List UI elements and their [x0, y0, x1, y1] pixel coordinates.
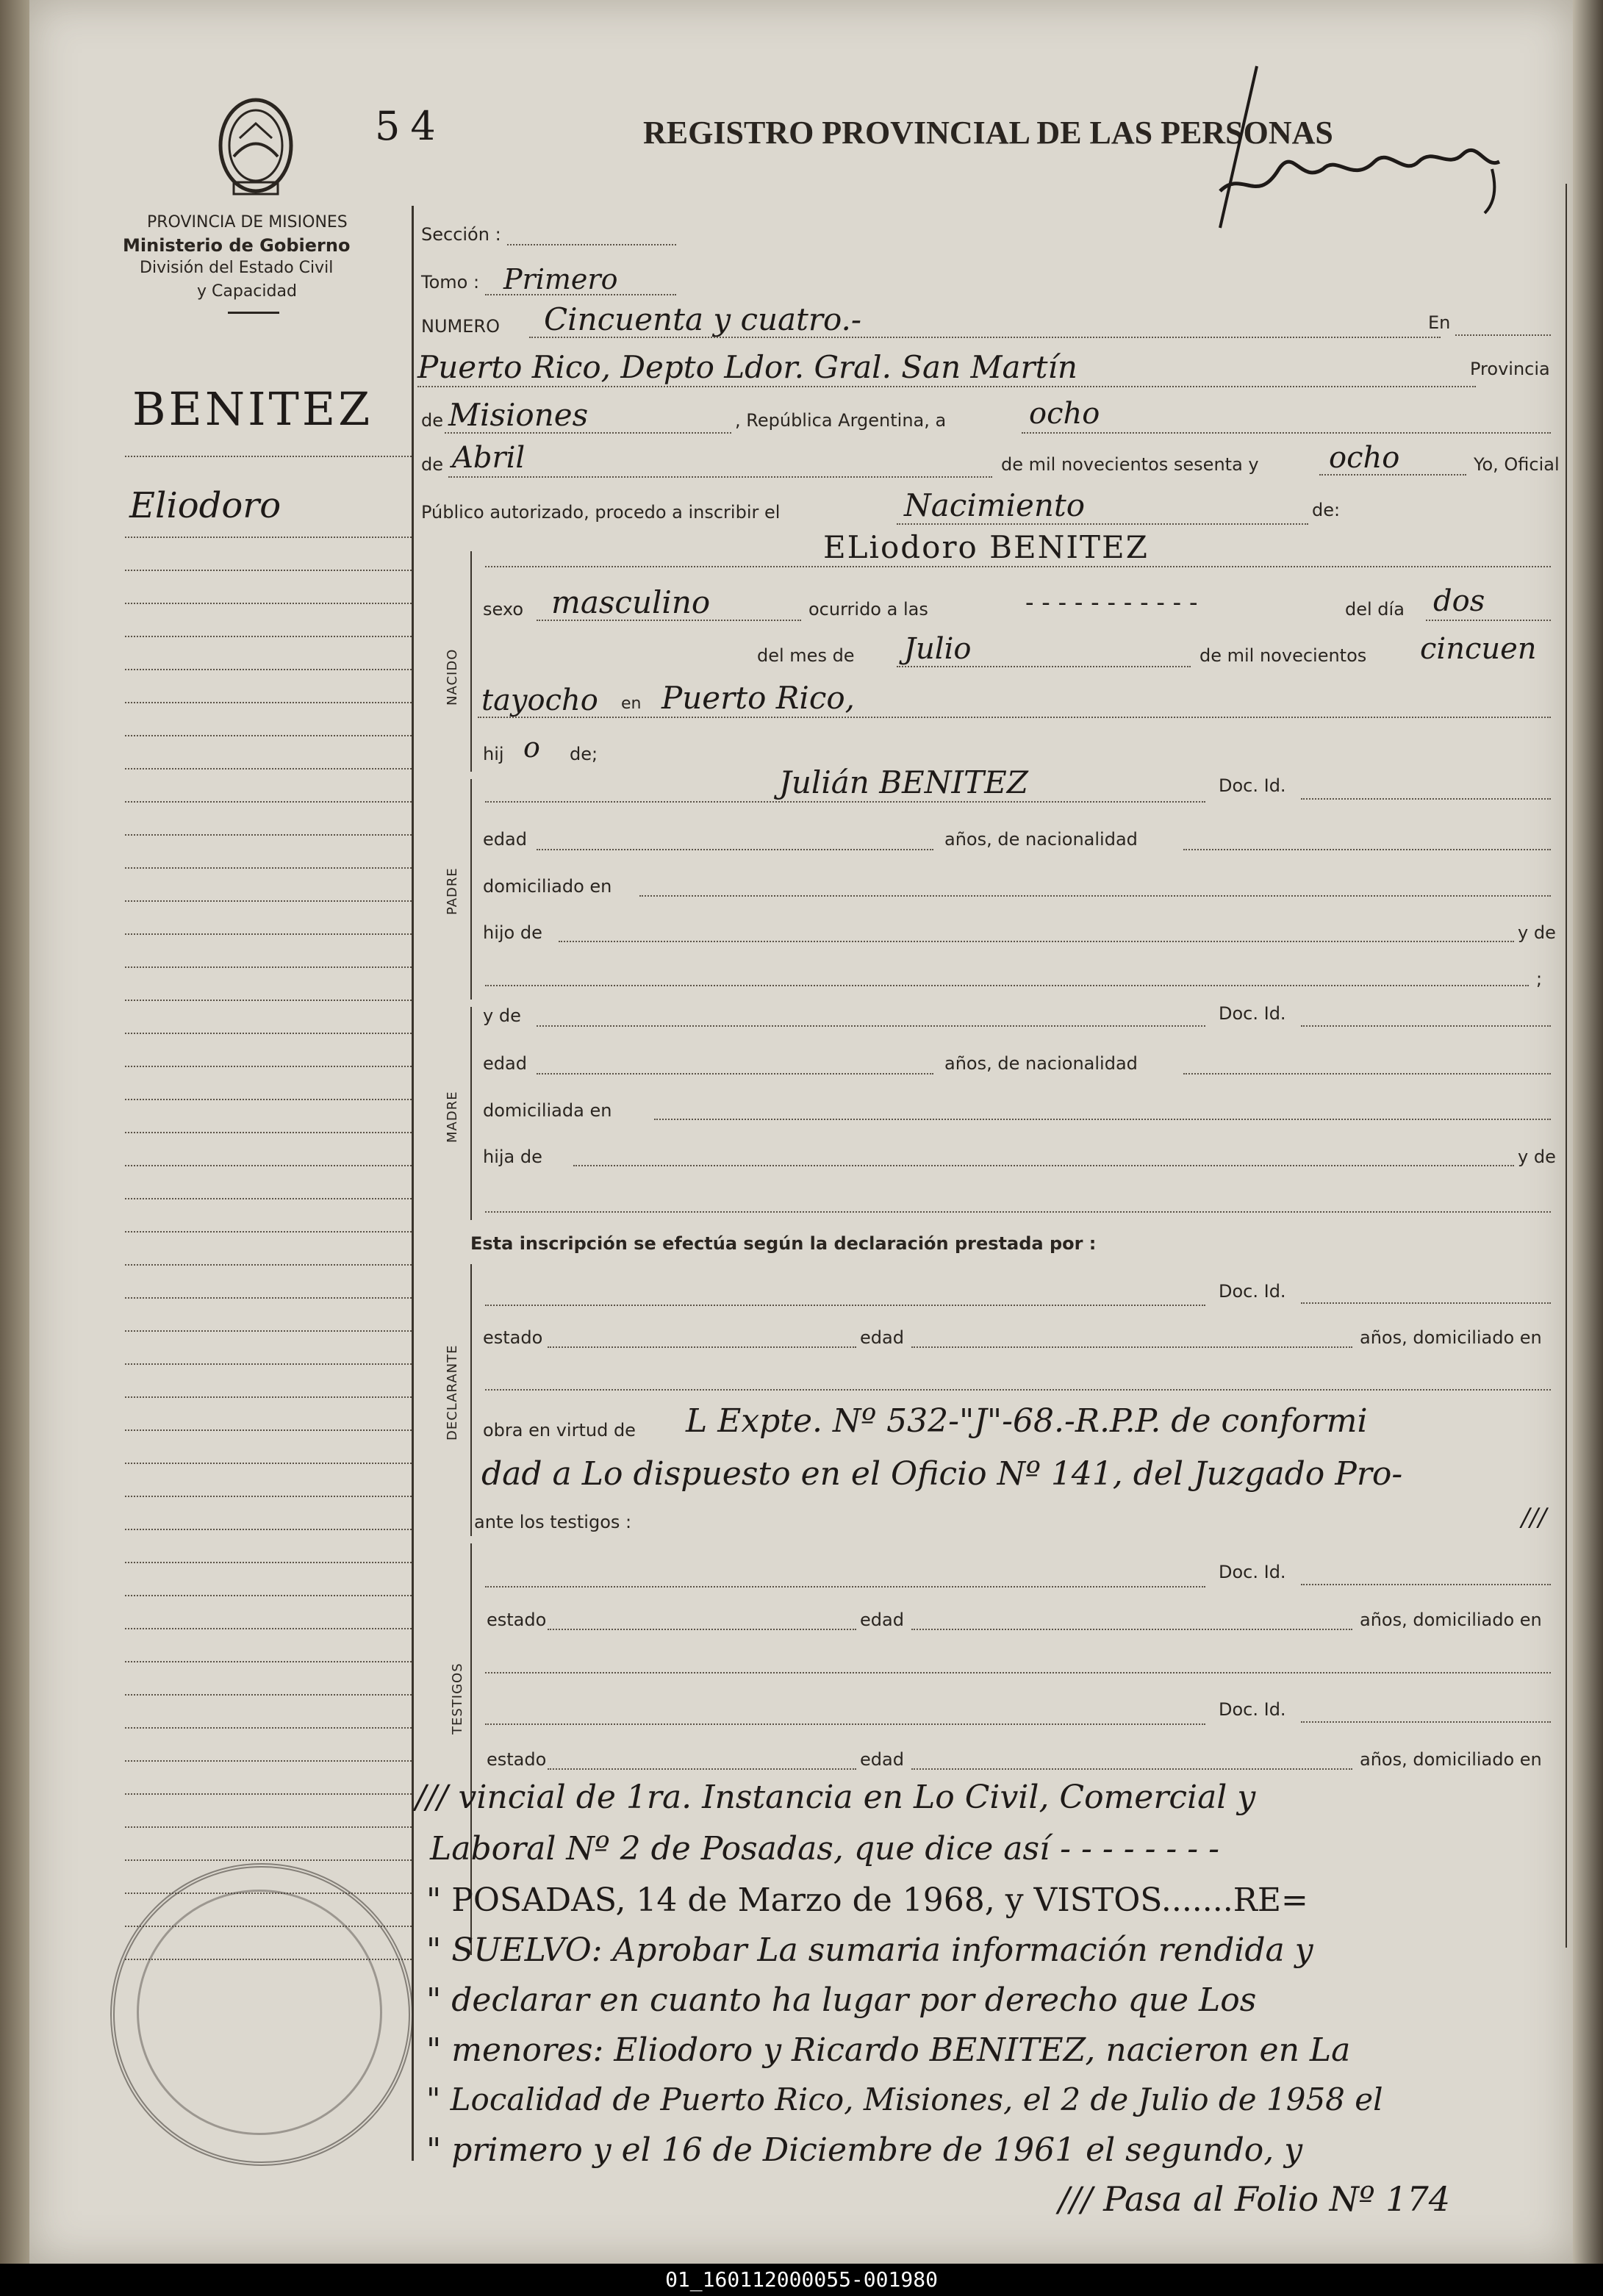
madre-rule	[470, 1007, 472, 1220]
publico-label: Público autorizado, procedo a inscribir el	[421, 502, 781, 523]
testigo2-domicilio-label: años, domiciliado en	[1360, 1749, 1542, 1770]
nacido-name: ELiodoro BENITEZ	[823, 529, 1149, 565]
padre-domicilio-label: domiciliado en	[483, 876, 612, 897]
anio-label: de mil novecientos	[1199, 645, 1367, 666]
testigo1-domicilio-label: años, domiciliado en	[1360, 1610, 1542, 1630]
padre-name: Julián BENITEZ	[779, 764, 1028, 800]
note-line-7: " Localidad de Puerto Rico, Misiones, el 2 de Julio de 1958 el	[426, 2081, 1383, 2117]
padre-semicolon: ;	[1536, 969, 1543, 989]
en-label: En	[1428, 312, 1451, 333]
margin-given-name: Eliodoro	[129, 485, 281, 526]
sexo-label: sexo	[483, 599, 523, 620]
mes-value: Julio	[904, 632, 972, 666]
seccion-label: Sección :	[421, 224, 501, 245]
right-rule	[1566, 184, 1567, 1948]
margin-rule	[412, 206, 414, 2161]
padre-y-de-label: y de	[1518, 922, 1556, 943]
sexo-value: masculino	[551, 584, 711, 620]
madre-domicilio-label: domiciliada en	[483, 1100, 612, 1121]
dia-value: dos	[1433, 584, 1485, 618]
page-title: REGISTRO PROVINCIAL DE LAS PERSONAS	[643, 115, 1333, 151]
anio-value-2: tayocho	[481, 684, 598, 717]
mes-label: del mes de	[757, 645, 855, 666]
ocurrido-label: ocurrido a las	[808, 599, 928, 620]
declarante-edad-label: edad	[860, 1327, 904, 1348]
padre-doc-label: Doc. Id.	[1219, 775, 1286, 796]
declarante-doc-label: Doc. Id.	[1219, 1281, 1286, 1302]
tomo-value: Primero	[503, 263, 618, 295]
ante-value: ///	[1521, 1503, 1547, 1532]
division-label: División del Estado Civil	[140, 259, 334, 277]
capacidad-label: y Capacidad	[197, 282, 297, 301]
note-line-2: Laboral Nº 2 de Posadas, que dice así - - - - - - - -	[430, 1830, 1220, 1868]
ministry-label: Ministerio de Gobierno	[123, 235, 351, 256]
place-value: Puerto Rico, Depto Ldor. Gral. San Martín	[417, 349, 1077, 385]
signature-icon	[1191, 59, 1529, 235]
testigo2-edad-label: edad	[860, 1749, 904, 1770]
province-label: PROVINCIA DE MISIONES	[147, 213, 348, 232]
month-value: Abril	[452, 441, 526, 475]
padre-nacionalidad-label: años, de nacionalidad	[944, 829, 1138, 850]
provincia-value: Misiones	[448, 397, 589, 433]
declarante-section-label: DECLARANTE	[445, 1344, 460, 1441]
acto-value: Nacimiento	[904, 487, 1086, 523]
testigos-section-label: TESTIGOS	[450, 1662, 465, 1734]
obra-label: obra en virtud de	[483, 1420, 636, 1441]
numero-value: Cincuenta y cuatro.-	[544, 301, 862, 337]
year-value: ocho	[1329, 441, 1400, 475]
provincial-seal-icon	[212, 87, 300, 204]
note-line-5: " declarar en cuanto ha lugar por derecho que Los	[426, 1981, 1257, 2019]
provincia-label: Provincia	[1470, 359, 1550, 379]
declarante-domicilio-label: años, domiciliado en	[1360, 1327, 1542, 1348]
testigo2-estado-label: estado	[487, 1749, 547, 1770]
testigo1-estado-label: estado	[487, 1610, 547, 1630]
official-stamp-icon	[110, 1863, 413, 2166]
en-label-2: en	[621, 695, 642, 713]
hij-label: hij	[483, 744, 504, 764]
declarante-estado-label: estado	[483, 1327, 543, 1348]
lugar-value: Puerto Rico,	[661, 680, 855, 716]
anio-value-1: cincuen	[1420, 632, 1537, 666]
year-label: de mil novecientos sesenta y	[1001, 454, 1259, 475]
declarante-intro: Esta inscripción se efectúa según la declaración prestada por :	[470, 1233, 1097, 1254]
numero-label: NUMERO	[421, 316, 500, 337]
de-colon-label: de:	[1312, 500, 1341, 520]
padre-rule	[470, 779, 472, 1000]
oficial-label: Yo, Oficial	[1474, 454, 1560, 475]
dia-label: del día	[1345, 599, 1405, 620]
testigo1-edad-label: edad	[860, 1610, 904, 1630]
tomo-label: Tomo :	[421, 272, 480, 293]
padre-section-label: PADRE	[445, 867, 460, 915]
de-label: de	[421, 410, 443, 431]
hora-value: - - - - - - - - - - -	[1025, 588, 1198, 617]
note-line-8: " primero y el 16 de Diciembre de 1961 el segundo, y	[426, 2131, 1303, 2169]
note-line-3: " POSADAS, 14 de Marzo de 1968, y VISTOS.......RE=	[426, 1881, 1308, 1919]
madre-edad-label: edad	[483, 1053, 527, 1074]
republica-label: , República Argentina, a	[735, 410, 947, 431]
de-label-2: de	[421, 454, 443, 475]
declarante-rule	[470, 1264, 472, 1536]
note-line-6: " menores: Eliodoro y Ricardo BENITEZ, nacieron en La	[426, 2031, 1351, 2069]
testigo2-doc-label: Doc. Id.	[1219, 1699, 1286, 1720]
madre-y-de-label: y de	[483, 1005, 521, 1026]
madre-y-de-label-2: y de	[1518, 1147, 1556, 1167]
ante-label: ante los testigos :	[474, 1512, 632, 1532]
book-spine	[0, 0, 29, 2264]
nacido-rule	[470, 551, 472, 772]
testigo1-doc-label: Doc. Id.	[1219, 1562, 1286, 1582]
page-number: 54	[375, 103, 446, 149]
day-value: ocho	[1029, 397, 1100, 431]
obra-value-2: dad a Lo dispuesto en el Oficio Nº 141, del Juzgado Pro-	[481, 1455, 1403, 1493]
padre-edad-label: edad	[483, 829, 527, 850]
document-page	[29, 0, 1573, 2264]
note-line-1: /// vincial de 1ra. Instancia en Lo Civil, Comercial y	[415, 1779, 1256, 1816]
page-edge	[1573, 0, 1603, 2264]
nacido-section-label: NACIDO	[445, 648, 460, 706]
note-line-4: " SUELVO: Aprobar La sumaria información rendida y	[426, 1931, 1313, 1969]
de-label-3: de;	[570, 744, 598, 764]
madre-doc-label: Doc. Id.	[1219, 1003, 1286, 1024]
padre-hijo-label: hijo de	[483, 922, 542, 943]
madre-nacionalidad-label: años, de nacionalidad	[944, 1053, 1138, 1074]
margin-surname: BENITEZ	[132, 382, 373, 436]
madre-hija-label: hija de	[483, 1147, 542, 1167]
file-id-bar: 01_160112000055-001980	[0, 2264, 1603, 2296]
folio-note: /// Pasa al Folio Nº 174	[1058, 2179, 1450, 2219]
obra-value-1: L Expte. Nº 532-"J"-68.-R.P.P. de conformi	[686, 1402, 1368, 1440]
hij-value: o	[523, 731, 540, 764]
divider	[228, 312, 279, 314]
madre-section-label: MADRE	[445, 1091, 460, 1143]
